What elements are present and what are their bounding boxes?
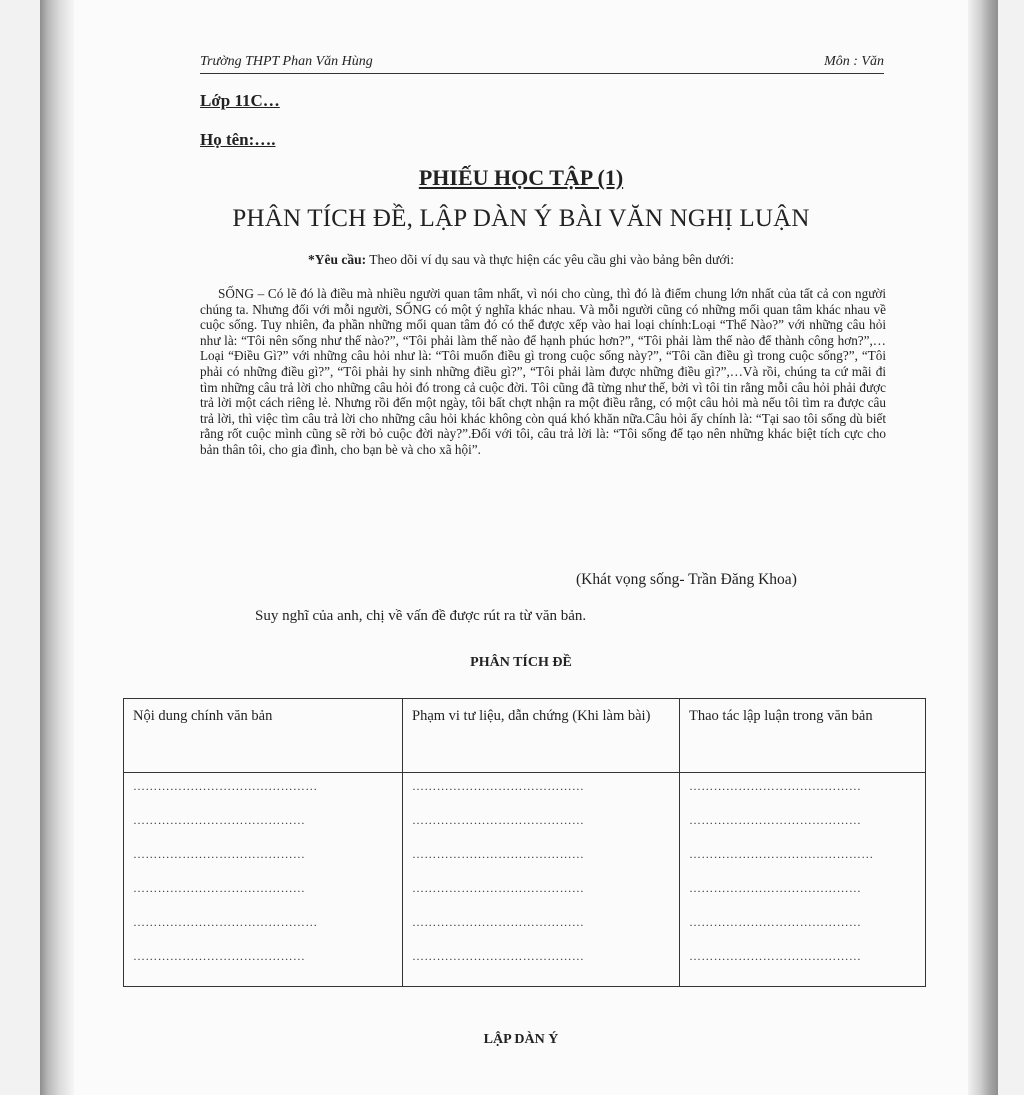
student-name-field: Họ tên:…. (200, 130, 276, 149)
table-header-evidence: Phạm vi tư liệu, dẫn chứng (Khi làm bài) (412, 708, 651, 724)
answer-line[interactable]: …………………………………… (133, 813, 306, 827)
worksheet-page (74, 0, 968, 1095)
table-header-argument-operations: Thao tác lập luận trong văn bản (689, 708, 873, 724)
answer-line[interactable]: …………………………………… (689, 881, 862, 895)
answer-line[interactable]: …………………………………… (412, 847, 585, 861)
answer-line[interactable]: ……………………………………… (133, 779, 318, 793)
answer-line[interactable]: …………………………………… (689, 915, 862, 929)
request-instruction (74, 252, 968, 268)
answer-line[interactable]: …………………………………… (133, 881, 306, 895)
page-header (200, 54, 884, 74)
answer-line[interactable]: …………………………………… (689, 949, 862, 963)
analysis-table (123, 698, 926, 987)
answer-line[interactable]: …………………………………… (412, 949, 585, 963)
reading-passage: SỐNG – Có lẽ đó là điều mà nhiều người quan tâm nhất, vì nói cho cùng, thì đó là điểm chung lớn nhất của tất cả con người chúng ta. Nhưng đối với mỗi người, SỐNG có một ý nghĩa khác nhau. Và mỗi người cũng có những mối quan tâm khác nhau về cuộc sống. Tuy nhiên, đa phần những mối quan tâm đó có thể được xếp vào hai loại chính:Loại “Thế Nào?” với những câu hỏi như là: “Tôi nên sống như thế nào?”, “Tôi phải làm thế nào để hạnh phúc hơn?”, “Tôi phải làm thế nào để thành công hơn?”,…Loại “Điều Gì?” với những câu hỏi như là: “Tôi muốn điều gì trong cuộc sống này?”, “Tôi cần điều gì trong cuộc sống?”, “Tôi phải có những điều gì?”, “Tôi phải hy sinh những điều gì?”, “Tôi phải làm được những điều gì?”,…Và rồi, chúng ta cứ mãi đi tìm những câu trả lời cho những câu hỏi đó trong cả cuộc đời. Tôi cũng đã từng như thế, bởi vì tôi tin rằng mỗi câu hỏi phải được trả lời một cách riêng lẻ. Nhưng rồi đến một ngày, tôi bất chợt nhận ra một điều rằng, có một câu hỏi mà nếu tôi tìm ra được câu trả lời, thì việc tìm câu trả lời cho những câu hỏi khác không còn quá khó khăn nữa.Câu hỏi ấy chính là: “Tại sao tôi sống dù biết rằng rốt cuộc mình cũng sẽ rời bỏ cuộc đời này?”.Đối với tôi, câu trả lời là: “Tôi sống để tạo nên những khác biệt tích cực cho bản thân tôi, cho gia đình, cho bạn bè và cho xã hội”. (200, 286, 886, 457)
class-field: Lớp 11C… (200, 91, 280, 110)
answer-line[interactable]: ……………………………………… (689, 847, 874, 861)
subject-label: Môn : Văn (824, 54, 884, 69)
answer-line[interactable]: …………………………………… (412, 915, 585, 929)
worksheet-title: PHIẾU HỌC TẬP (1) (418, 165, 624, 190)
request-text: Theo dõi ví dụ sau và thực hiện các yêu cầu ghi vào bảng bên dưới: (366, 252, 735, 267)
answer-line[interactable]: …………………………………… (133, 949, 306, 963)
answer-line[interactable]: …………………………………… (133, 847, 306, 861)
answer-line[interactable]: …………………………………… (412, 813, 585, 827)
answer-line[interactable]: …………………………………… (412, 779, 585, 793)
passage-source: (Khát vọng sống- Trần Đăng Khoa) (576, 571, 797, 588)
answer-line[interactable]: ……………………………………… (133, 915, 318, 929)
essay-prompt: Suy nghĩ của anh, chị về vấn đề được rút ra từ văn bản. (255, 608, 587, 624)
worksheet-subtitle: PHÂN TÍCH ĐỀ, LẬP DÀN Ý BÀI VĂN NGHỊ LUẬN (232, 205, 810, 232)
scan-right-edge (968, 0, 998, 1095)
section-title-analysis: PHÂN TÍCH ĐỀ (470, 655, 572, 670)
table-header-main-content: Nội dung chính văn bản (133, 708, 273, 724)
section-title-outline: LẬP DÀN Ý (483, 1032, 559, 1047)
school-name: Trường THPT Phan Văn Hùng (200, 54, 373, 69)
request-label: *Yêu cầu: (307, 252, 367, 267)
answer-line[interactable]: …………………………………… (689, 779, 862, 793)
answer-line[interactable]: …………………………………… (689, 813, 862, 827)
scan-left-edge (40, 0, 74, 1095)
answer-line[interactable]: …………………………………… (412, 881, 585, 895)
